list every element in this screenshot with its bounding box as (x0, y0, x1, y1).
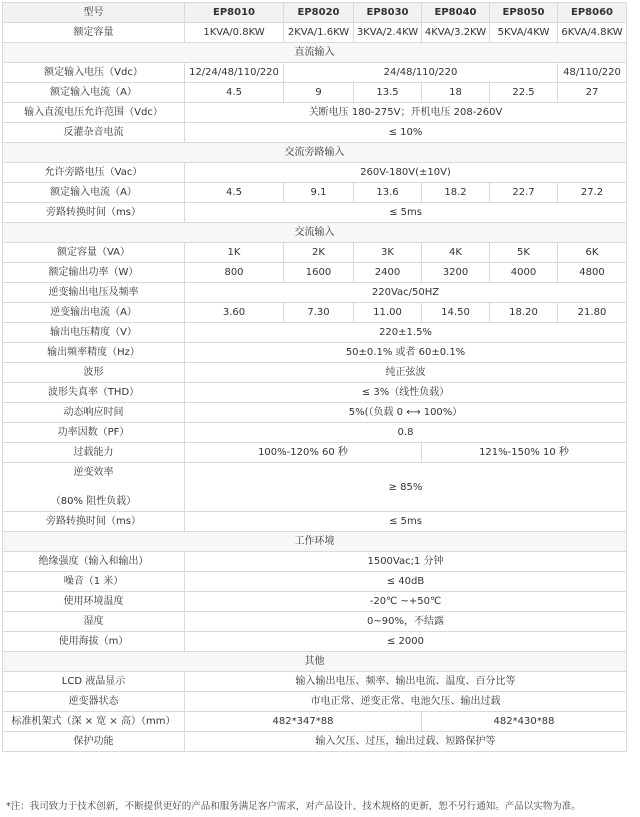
spec-value: 4.5 (185, 183, 284, 203)
spec-row (3, 303, 627, 323)
spec-value: 3K (354, 243, 422, 263)
section-row (3, 43, 627, 63)
spec-label: 输出频率精度（Hz） (3, 343, 185, 363)
spec-row (3, 23, 627, 43)
spec-value: 5%(（负载 0 ⟷ 100%） (185, 403, 627, 423)
model-header: EP8060 (558, 3, 627, 23)
spec-value: 220±1.5% (185, 323, 627, 343)
spec-row (3, 552, 627, 572)
spec-row (3, 732, 627, 752)
spec-value: 13.6 (354, 183, 422, 203)
footnote: *注：我司致力于技术创新，不断提供更好的产品和服务满足客户需求，对产品设计、技术规格的更新，恕不另行通知。产品以实物为准。 (6, 801, 581, 812)
spec-value: 0~90%，不结露 (185, 612, 627, 632)
spec-label: 波形失真率（THD） (3, 383, 185, 403)
spec-row (3, 83, 627, 103)
spec-table-body (3, 3, 627, 752)
section-title: 交流旁路输入 (3, 143, 627, 163)
spec-label: 逆变器状态 (3, 692, 185, 712)
spec-label: 额定输出功率（W） (3, 263, 185, 283)
spec-value: 100%-120% 60 秒 (185, 443, 422, 463)
spec-label: 过载能力 (3, 443, 185, 463)
header-row (3, 3, 627, 23)
spec-value: 18.2 (422, 183, 490, 203)
spec-value: -20℃ ~+50℃ (185, 592, 627, 612)
spec-row (3, 443, 627, 463)
spec-value: 4K (422, 243, 490, 263)
spec-label: 输入直流电压允许范围（Vdc） (3, 103, 185, 123)
spec-label (3, 463, 185, 512)
spec-value: 1500Vac;1 分钟 (185, 552, 627, 572)
spec-row (3, 343, 627, 363)
spec-row (3, 632, 627, 652)
spec-row (3, 672, 627, 692)
spec-value: 3KVA/2.4KW (354, 23, 422, 43)
section-title: 工作环境 (3, 532, 627, 552)
spec-value: 市电正常、逆变正常、电池欠压、输出过载 (185, 692, 627, 712)
spec-label: 允许旁路电压（Vac） (3, 163, 185, 183)
spec-value: 21.80 (558, 303, 627, 323)
spec-value: 4000 (490, 263, 558, 283)
spec-value: 14.50 (422, 303, 490, 323)
section-title: 直流输入 (3, 43, 627, 63)
spec-value: 2400 (354, 263, 422, 283)
spec-label-line: （80% 阻性负载） (50, 496, 137, 507)
section-row (3, 532, 627, 552)
section-title: 其他 (3, 652, 627, 672)
spec-row (3, 183, 627, 203)
spec-value: 121%-150% 10 秒 (422, 443, 627, 463)
spec-row (3, 572, 627, 592)
model-header: EP8030 (354, 3, 422, 23)
spec-value: 纯正弦波 (185, 363, 627, 383)
spec-value: 13.5 (354, 83, 422, 103)
spec-row (3, 103, 627, 123)
spec-value: 50±0.1% 或者 60±0.1% (185, 343, 627, 363)
spec-label: 额定容量（VA） (3, 243, 185, 263)
spec-value: 27.2 (558, 183, 627, 203)
spec-row (3, 403, 627, 423)
spec-table (2, 2, 627, 752)
spec-value: 输入输出电压、频率、输出电流、温度、百分比等 (185, 672, 627, 692)
spec-label: 旁路转换时间（ms） (3, 203, 185, 223)
spec-value: ≤ 40dB (185, 572, 627, 592)
spec-value: 27 (558, 83, 627, 103)
spec-value: 9.1 (284, 183, 354, 203)
spec-value: 5K (490, 243, 558, 263)
spec-label-line: 逆变效率 (73, 467, 114, 478)
spec-value: 0.8 (185, 423, 627, 443)
spec-value: ≤ 10% (185, 123, 627, 143)
spec-value: ≤ 3%（线性负载） (185, 383, 627, 403)
spec-row (3, 383, 627, 403)
spec-row (3, 263, 627, 283)
spec-label: 绝缘强度（输入和输出） (3, 552, 185, 572)
spec-value: ≤ 5ms (185, 203, 627, 223)
spec-label: 湿度 (3, 612, 185, 632)
spec-value: 6K (558, 243, 627, 263)
spec-value: ≤ 2000 (185, 632, 627, 652)
spec-value: 11.00 (354, 303, 422, 323)
spec-value: 6KVA/4.8KW (558, 23, 627, 43)
spec-row (3, 243, 627, 263)
spec-row (3, 203, 627, 223)
spec-value: 4KVA/3.2KW (422, 23, 490, 43)
spec-label: 功率因数（PF） (3, 423, 185, 443)
spec-value: 输入欠压、过压，输出过载、短路保护等 (185, 732, 627, 752)
spec-label: 额定输入电流（A） (3, 83, 185, 103)
spec-value: 9 (284, 83, 354, 103)
model-header: EP8020 (284, 3, 354, 23)
spec-row (3, 423, 627, 443)
spec-label: 波形 (3, 363, 185, 383)
spec-label: 使用环境温度 (3, 592, 185, 612)
spec-value: 1K (185, 243, 284, 263)
spec-value: 18.20 (490, 303, 558, 323)
spec-label: 额定输入电流（A） (3, 183, 185, 203)
spec-label: LCD 液晶显示 (3, 672, 185, 692)
spec-value: 22.7 (490, 183, 558, 203)
spec-value: 2K (284, 243, 354, 263)
spec-row (3, 512, 627, 532)
spec-row (3, 63, 627, 83)
section-title: 交流输入 (3, 223, 627, 243)
spec-label: 逆变输出电压及频率 (3, 283, 185, 303)
spec-value: 关断电压 180-275V；开机电压 208-260V (185, 103, 627, 123)
spec-value: 5KVA/4KW (490, 23, 558, 43)
spec-row (3, 692, 627, 712)
spec-label: 反灌杂音电流 (3, 123, 185, 143)
spec-value: 260V-180V(±10V) (185, 163, 627, 183)
section-row (3, 223, 627, 243)
spec-row (3, 323, 627, 343)
spec-value: 1600 (284, 263, 354, 283)
spec-value: 3.60 (185, 303, 284, 323)
spec-value: 12/24/48/110/220 (185, 63, 284, 83)
spec-row (3, 163, 627, 183)
section-row (3, 143, 627, 163)
spec-value: ≥ 85% (185, 463, 627, 512)
spec-value: 48/110/220 (558, 63, 627, 83)
spec-value: 7.30 (284, 303, 354, 323)
spec-value: 2KVA/1.6KW (284, 23, 354, 43)
spec-value: 482*347*88 (185, 712, 422, 732)
spec-value: 3200 (422, 263, 490, 283)
spec-value: 4.5 (185, 83, 284, 103)
model-header: EP8040 (422, 3, 490, 23)
spec-label: 标准机架式（深 × 宽 × 高）（mm） (3, 712, 185, 732)
spec-value: 220Vac/50HZ (185, 283, 627, 303)
spec-value: 24/48/110/220 (284, 63, 558, 83)
spec-value: 1KVA/0.8KW (185, 23, 284, 43)
spec-value: ≤ 5ms (185, 512, 627, 532)
spec-label: 旁路转换时间（ms） (3, 512, 185, 532)
spec-value: 482*430*88 (422, 712, 627, 732)
spec-value: 22.5 (490, 83, 558, 103)
spec-label: 保护功能 (3, 732, 185, 752)
spec-label: 使用海拔（m） (3, 632, 185, 652)
spec-label: 输出电压精度（V） (3, 323, 185, 343)
spec-value: 4800 (558, 263, 627, 283)
spec-label: 额定容量 (3, 23, 185, 43)
spec-label: 逆变输出电流（A） (3, 303, 185, 323)
spec-row (3, 612, 627, 632)
section-row (3, 652, 627, 672)
spec-row (3, 592, 627, 612)
spec-label: 噪音（1 米） (3, 572, 185, 592)
spec-row (3, 283, 627, 303)
model-header: EP8010 (185, 3, 284, 23)
spec-row (3, 712, 627, 732)
spec-label: 额定输入电压（Vdc） (3, 63, 185, 83)
spec-row (3, 363, 627, 383)
model-header: EP8050 (490, 3, 558, 23)
spec-label: 动态响应时间 (3, 403, 185, 423)
spec-value: 800 (185, 263, 284, 283)
header-label: 型号 (3, 3, 185, 23)
spec-row (3, 123, 627, 143)
spec-value: 18 (422, 83, 490, 103)
